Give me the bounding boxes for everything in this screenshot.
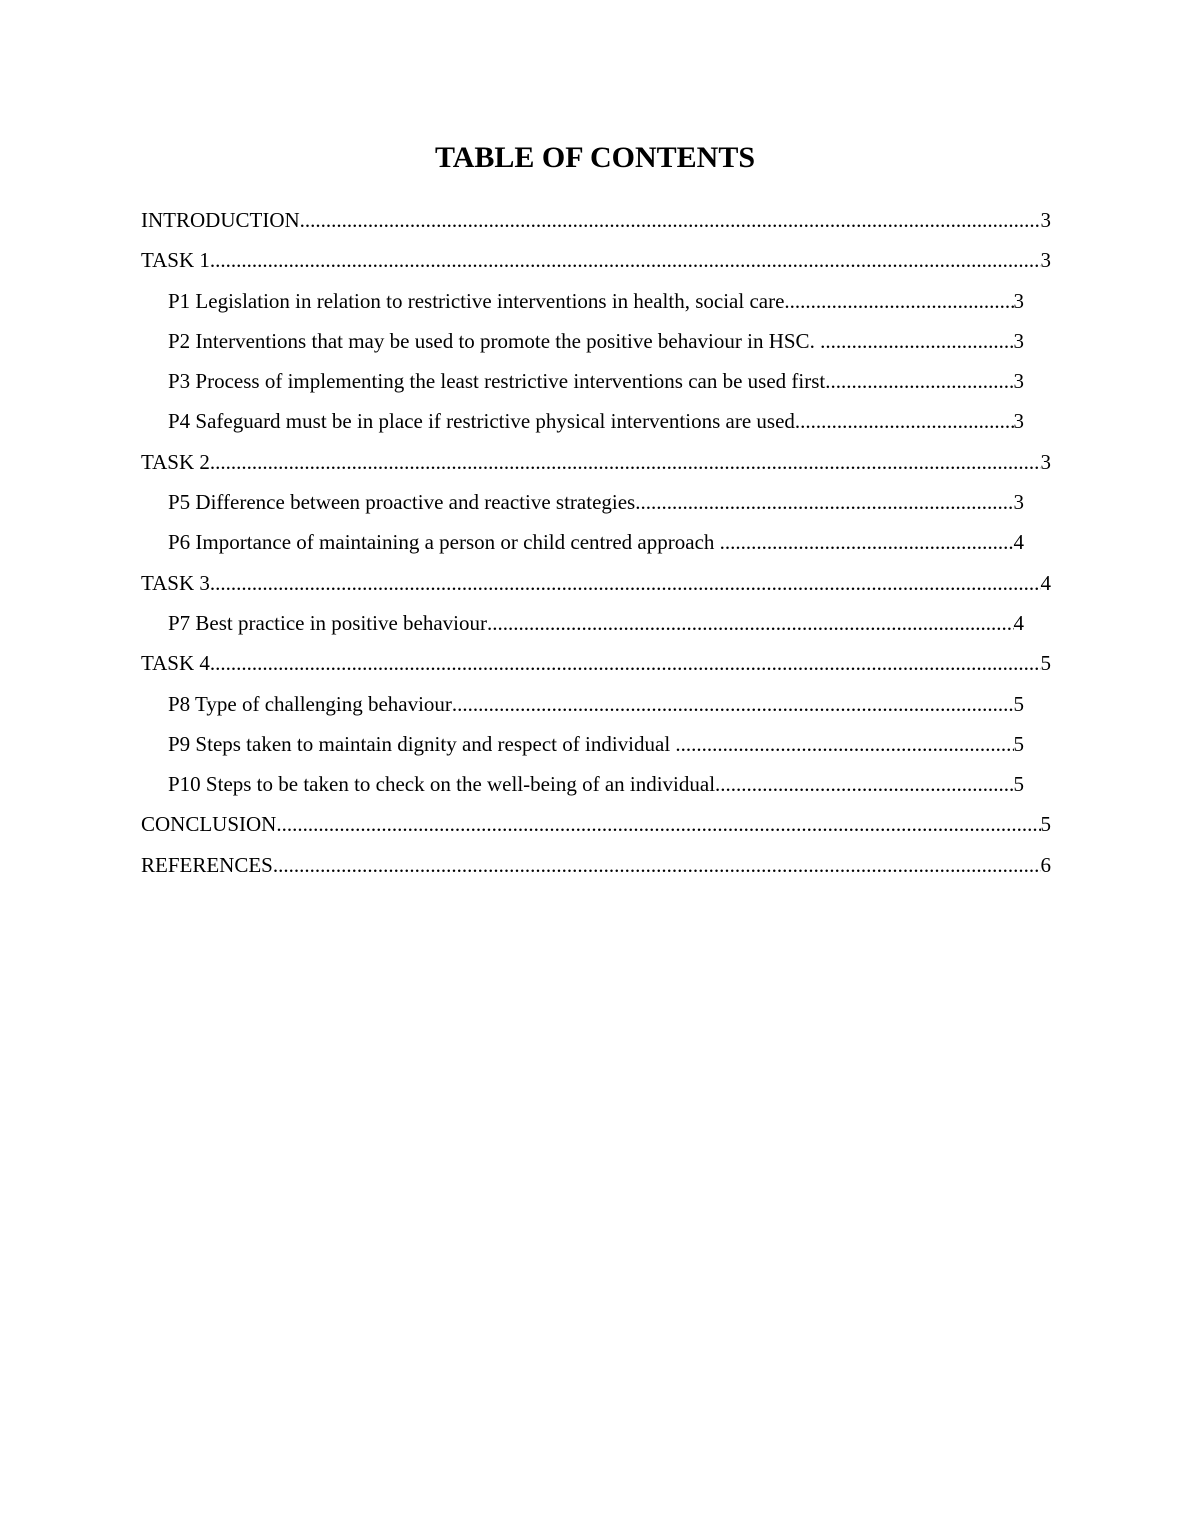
toc-page-number: 6 xyxy=(1040,852,1051,877)
toc-page-number: 5 xyxy=(1013,691,1024,716)
dot-leader xyxy=(715,766,1013,802)
dot-leader xyxy=(487,605,1013,641)
toc-page-number: 3 xyxy=(1040,449,1051,474)
toc-entry-p4[interactable] xyxy=(168,403,1024,443)
toc-entry-task-3[interactable] xyxy=(141,565,1051,605)
toc-page-number: 5 xyxy=(1013,731,1024,756)
toc-entry-references[interactable] xyxy=(141,847,1051,887)
toc-page-number: 3 xyxy=(1040,248,1051,273)
toc-entry-label: P2 Interventions that may be used to promote the positive behaviour in HSC. xyxy=(168,328,821,353)
toc-entry-p6[interactable] xyxy=(168,524,1024,564)
dot-leader xyxy=(452,686,1014,722)
dot-leader xyxy=(825,363,1013,399)
toc-entry-p9[interactable] xyxy=(168,726,1024,766)
toc-entry-label: P10 Steps to be taken to check on the well-being of an individual xyxy=(168,772,716,797)
toc-page-number: 3 xyxy=(1013,369,1024,394)
toc-page-number: 3 xyxy=(1013,328,1024,353)
toc-page-number: 3 xyxy=(1013,288,1024,313)
toc-page-number: 4 xyxy=(1040,570,1051,595)
toc-entry-task-2[interactable] xyxy=(141,444,1051,484)
dot-leader xyxy=(273,847,1041,883)
toc-entry-label: P5 Difference between proactive and reactive strategies xyxy=(168,490,636,515)
toc-entry-label: TASK 2 xyxy=(141,449,210,474)
toc-entry-label: P3 Process of implementing the least restrictive interventions can be used first xyxy=(168,369,826,394)
toc-page-number: 3 xyxy=(1040,208,1051,232)
toc-page-number: 3 xyxy=(1013,409,1024,434)
toc-entry-label: P4 Safeguard must be in place if restrictive physical interventions are used xyxy=(168,409,795,434)
toc-entry-label: CONCLUSION xyxy=(141,812,277,837)
toc-entry-label: P7 Best practice in positive behaviour xyxy=(168,610,488,635)
toc-entry-label: P9 Steps taken to maintain dignity and respect of individual xyxy=(168,731,676,756)
dot-leader xyxy=(276,806,1040,842)
toc-entry-p8[interactable] xyxy=(168,686,1024,726)
toc-entry-label: P8 Type of challenging behaviour xyxy=(168,691,452,716)
toc-entry-introduction[interactable] xyxy=(141,202,1051,242)
toc-entry-label: P1 Legislation in relation to restrictive interventions in health, social care xyxy=(168,288,785,313)
dot-leader xyxy=(635,484,1013,520)
toc-entry-task-1[interactable] xyxy=(141,242,1051,282)
dot-leader xyxy=(720,524,1014,560)
dot-leader xyxy=(210,242,1041,278)
table-of-contents xyxy=(141,202,1051,887)
toc-entry-p7[interactable] xyxy=(168,605,1024,645)
dot-leader xyxy=(675,726,1013,762)
toc-entry-label: TASK 3 xyxy=(141,570,210,595)
toc-entry-label: P6 Importance of maintaining a person or child centred approach xyxy=(168,530,720,555)
toc-entry-p5[interactable] xyxy=(168,484,1024,524)
toc-title: TABLE OF CONTENTS xyxy=(434,141,756,174)
toc-entry-label: INTRODUCTION xyxy=(141,208,300,232)
toc-page-number: 3 xyxy=(1013,490,1024,515)
toc-entry-label: REFERENCES xyxy=(141,852,273,877)
dot-leader xyxy=(210,565,1041,601)
toc-entry-p3[interactable] xyxy=(168,363,1024,403)
toc-page-number: 4 xyxy=(1013,530,1024,555)
toc-page-number: 4 xyxy=(1013,610,1024,635)
dot-leader xyxy=(795,403,1014,439)
dot-leader xyxy=(784,283,1013,319)
toc-entry-conclusion[interactable] xyxy=(141,806,1051,846)
toc-entry-p2[interactable] xyxy=(168,323,1024,363)
toc-entry-p10[interactable] xyxy=(168,766,1024,806)
dot-leader xyxy=(300,202,1041,238)
toc-entry-task-4[interactable] xyxy=(141,645,1051,685)
toc-entry-label: TASK 4 xyxy=(141,651,210,676)
toc-page-number: 5 xyxy=(1040,651,1051,676)
toc-entry-label: TASK 1 xyxy=(141,248,210,273)
dot-leader xyxy=(210,444,1041,480)
toc-entry-p1[interactable] xyxy=(168,283,1024,323)
dot-leader xyxy=(820,323,1013,359)
dot-leader xyxy=(210,645,1041,681)
toc-page-number: 5 xyxy=(1040,812,1051,837)
toc-page-number: 5 xyxy=(1013,772,1024,797)
